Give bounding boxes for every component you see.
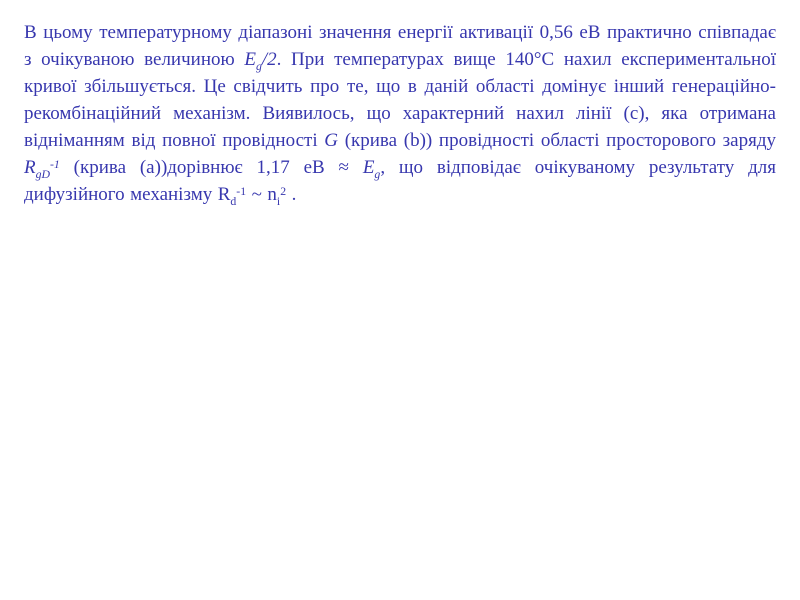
subscript: g	[255, 60, 262, 74]
text-run: В цьому температурному діапазоні значення енергії активації 0,56 еВ практично співпадає з очікуваною величиною	[24, 22, 776, 70]
text-run: (крива (a))дорівнює 1,17 еВ ≈	[59, 157, 363, 178]
text-run: , що відповідає очікуваному результату для дифузійного механізму R	[24, 157, 776, 205]
subscript: g	[374, 168, 381, 182]
symbol-Eg: E	[362, 157, 375, 178]
symbol-RgD: R	[24, 157, 36, 178]
subscript: i	[276, 195, 281, 209]
subscript: d	[230, 195, 237, 209]
slide-text-paragraph	[24, 19, 776, 208]
symbol-Eg: E	[244, 49, 256, 70]
text-run: (крива (b)) провідності області просторового заряду	[338, 130, 776, 151]
symbol-G: G	[324, 130, 339, 151]
superscript: -1	[236, 184, 247, 198]
text-run: /2	[261, 49, 277, 70]
text-run: . При температурах вище 140°C нахил експериментальної кривої збільшується. Це свідчить про те, що в даній області домінує інший генераційно-рекомбінаційний механізм. Виявилось, що характерний нахил лінії (c), яка отримана відніманням від повної провідності	[24, 49, 776, 151]
superscript: -1	[50, 157, 60, 171]
text-run: .	[286, 184, 297, 205]
superscript: 2	[280, 184, 287, 198]
subscript: gD	[35, 168, 50, 182]
text-run: ~ n	[246, 184, 277, 205]
